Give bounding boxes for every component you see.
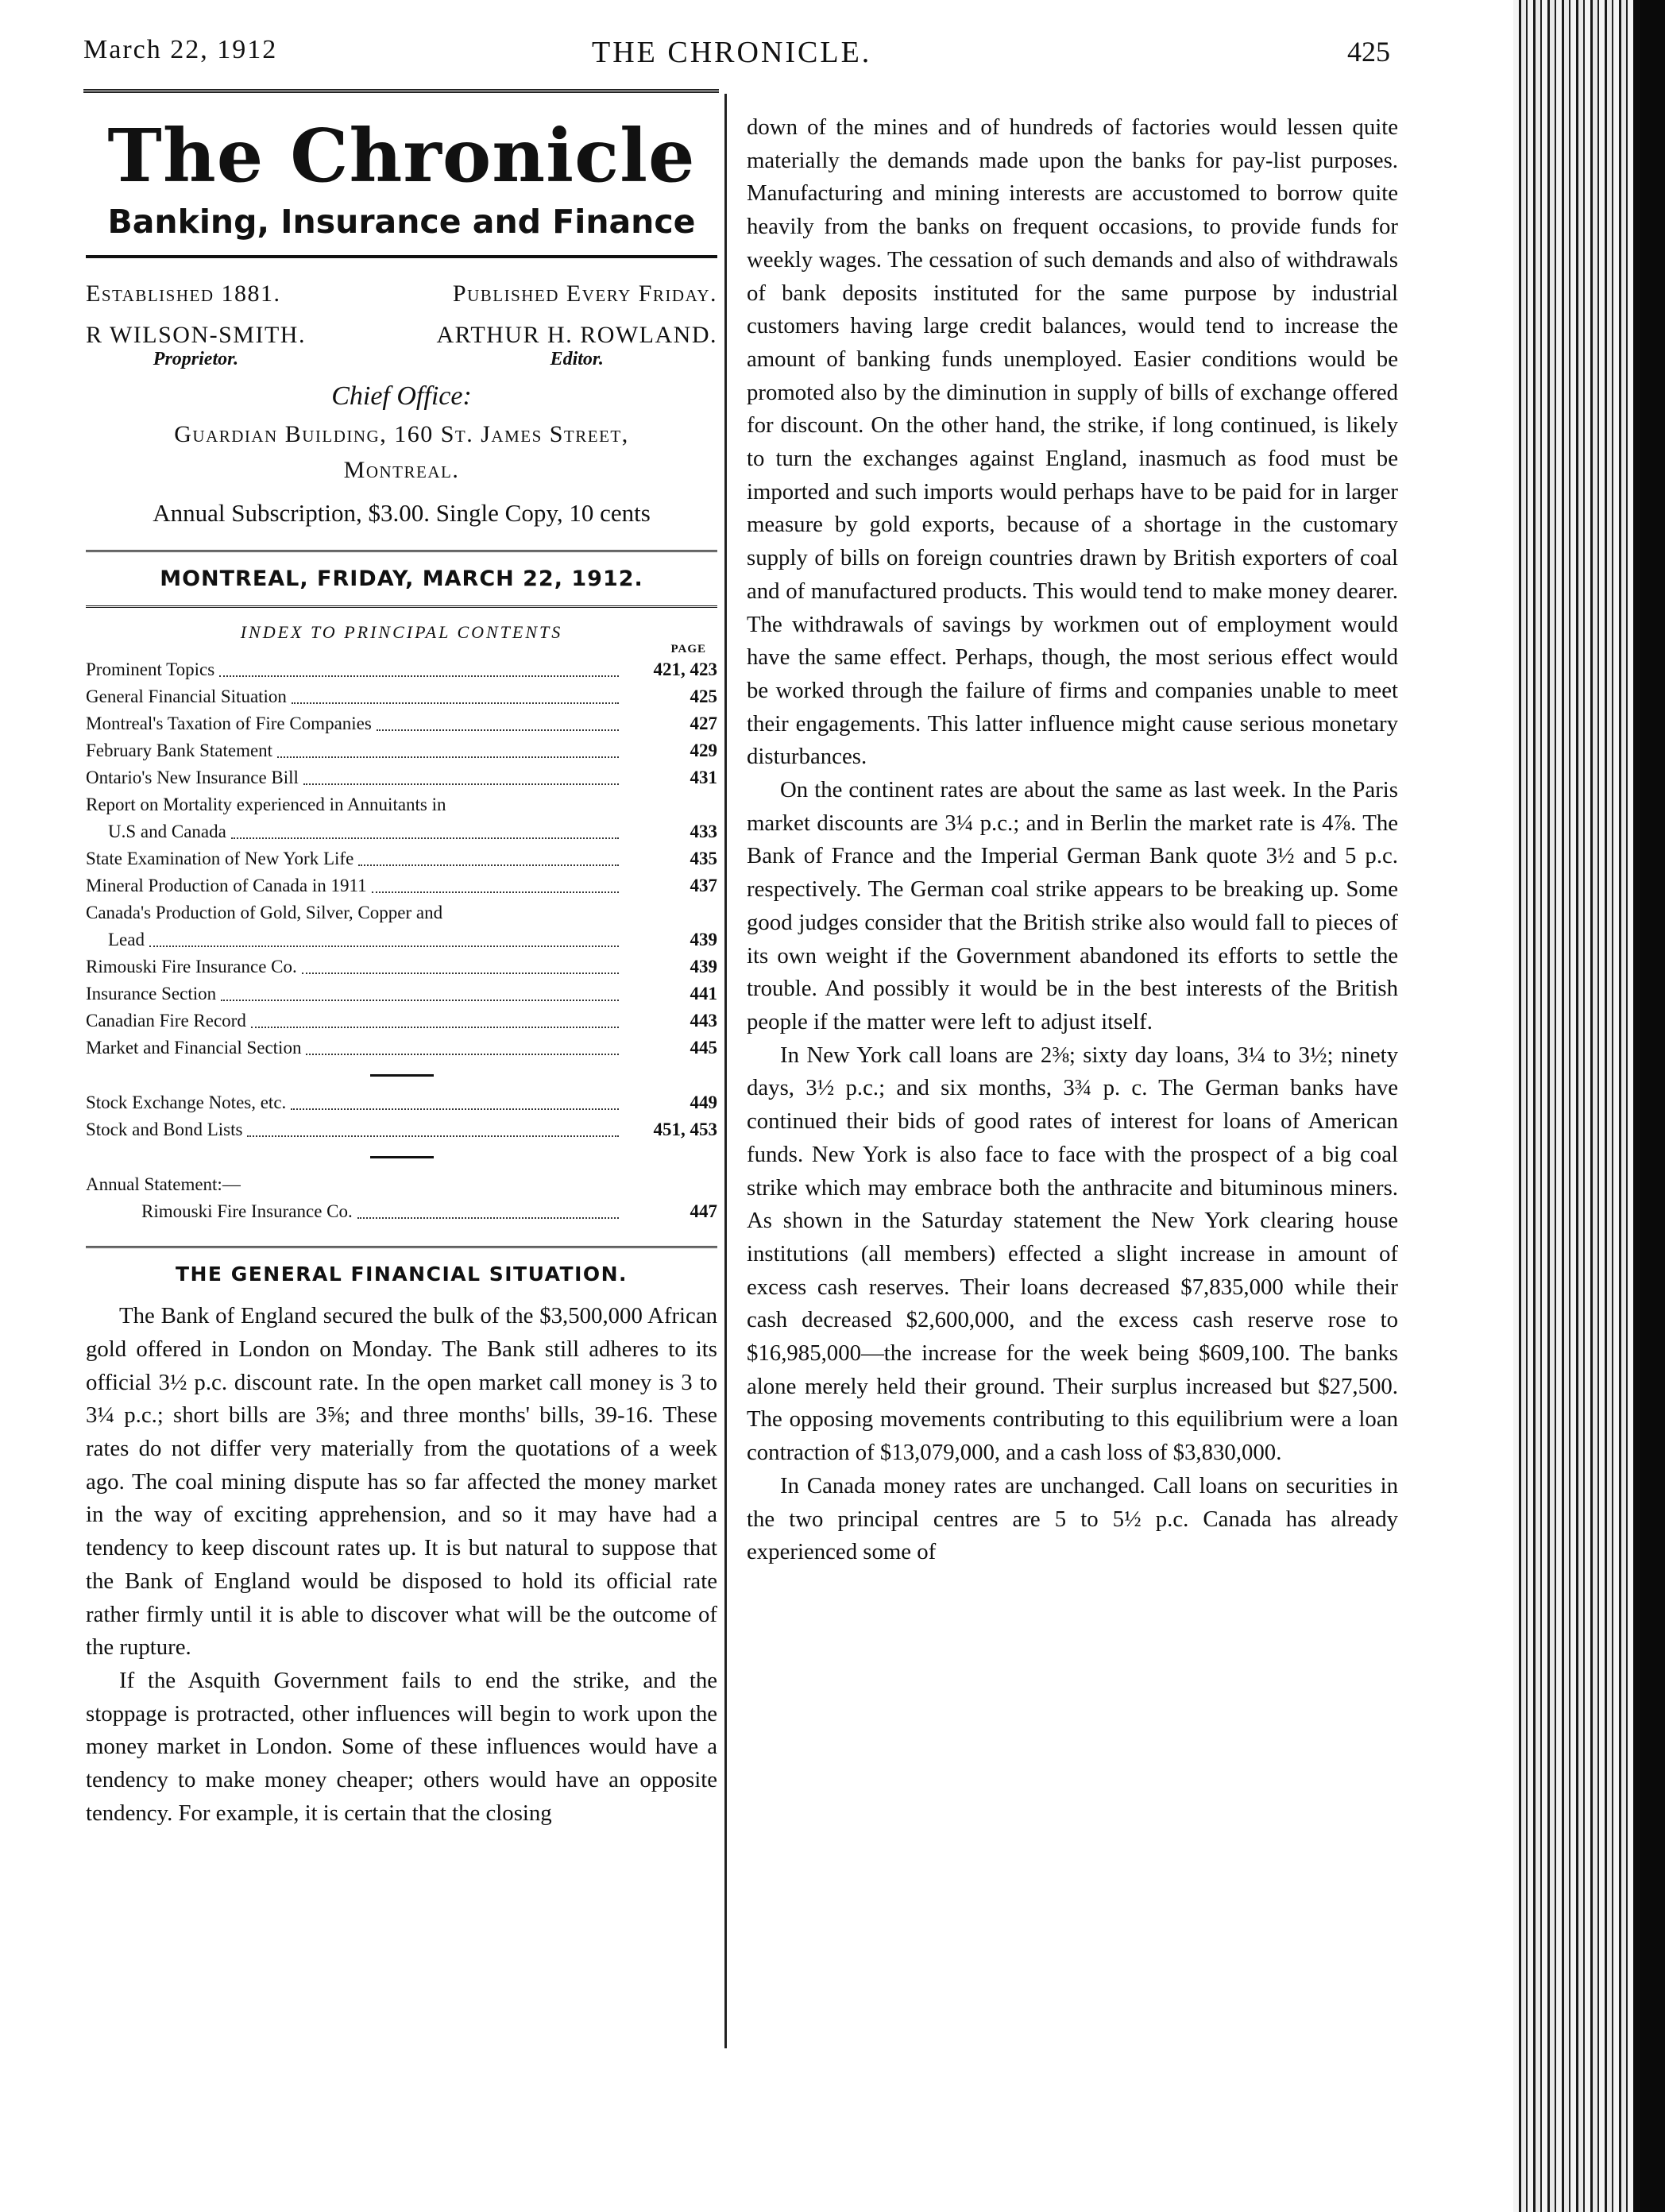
- index-heading: INDEX TO PRINCIPAL CONTENTS: [240, 621, 563, 642]
- editor: [436, 322, 717, 370]
- index-entry-title: General Financial Situation: [86, 686, 287, 706]
- dot-leader: [358, 864, 619, 866]
- article-paragraph: The Bank of England secured the bulk of the $3,500,000 African gold offered in London on Monday. The Bank still adheres to its official 3½ p.c. discount rate. In the open market call money is 3 to 3¼ p.c.; short bills are 3⅝; and three months' bills, 39-16. These rates do not differ very materially from the quotations of a week ago. The coal mining dispute has so far affected the money market in the way of exciting apprehension, and so it may have had a tendency to keep discount rates up. It is but natural to suppose that the Bank of England would be disposed to hold its official rate rather firmly until it is able to discover what will be the outcome of the rupture.: [86, 1303, 717, 1661]
- header-rule: [83, 89, 719, 93]
- article-paragraph: If the Asquith Government fails to end the strike, and the stoppage is protracted, other influences will begin to work upon the money market in London. Some of these influences would have a tendency to make money cheaper; others would have an opposite tendency. For example, it is certain that the closing: [86, 1667, 717, 1826]
- annual-label: Annual Statement:—: [86, 1174, 241, 1195]
- article-heading: THE GENERAL FINANCIAL SITUATION.: [175, 1263, 628, 1286]
- index-entry-page: 431: [690, 767, 717, 787]
- dot-leader: [219, 675, 619, 677]
- index-entry-page: 439: [690, 929, 717, 949]
- index-entry-page: 435: [690, 848, 717, 868]
- index-entry-title-line: Canada's Production of Gold, Silver, Copper and: [86, 902, 443, 922]
- index-entry-title: Rimouski Fire Insurance Co.: [141, 1201, 353, 1222]
- index-entry-page: 421, 423: [653, 659, 717, 679]
- index-entry-title: Stock Exchange Notes, etc.: [86, 1092, 287, 1113]
- article-paragraph: On the continent rates are about the same as last week. In the Paris market discounts are 3¼ p.c.; and in Berlin the market rate is 4⅞. The Bank of France and the Imperial German Bank quote 3½ and 5 p.c. respectively. The German coal strike appears to be breaking up. Some good judges consider that the British strike also would fall to pieces of its own weight if the Government abandoned its efforts to settle the trouble. And possibly it would be in the best interests of the British people if the matter were left to adjust itself.: [747, 777, 1398, 1034]
- dot-leader: [303, 783, 619, 785]
- proprietor-name: R WILSON-SMITH.: [86, 321, 306, 348]
- published: Published Every Friday.: [452, 280, 717, 307]
- editor-role: Editor.: [550, 348, 604, 369]
- running-head-title: THE CHRONICLE.: [592, 36, 872, 69]
- column-rule: [724, 94, 727, 2048]
- index-entry-title: Ontario's New Insurance Bill: [86, 767, 299, 787]
- office-address: Guardian Building, 160 St. James Street,: [174, 420, 629, 447]
- dot-leader: [292, 702, 619, 704]
- index-entry-page: 443: [690, 1011, 717, 1031]
- short-rule: [370, 1156, 434, 1158]
- short-rule: [370, 1074, 434, 1077]
- index-entry: [86, 872, 717, 899]
- index-entry: [86, 1089, 717, 1116]
- index-entry-title-line: Report on Mortality experienced in Annuitants in: [86, 794, 446, 814]
- article-paragraph: In New York call loans are 2⅜; sixty day loans, 3¼ to 3½; ninety days, 3½ p.c.; and six months, 3¾ p. c. The German banks have continued their bids of good rates of interest for loans of American funds. New York is also face to face with the prospect of a big coal strike which may embrace both the anthracite and bituminous miners. As shown in the Saturday statement the New York clearing house institutions (all members) effected a slight increase in amount of excess cash reserves. Their loans decreased $7,835,000 while their cash decreased $2,600,000, and the excess cash reserve rose to $16,985,000—the increase for the week being $609,100. The banks alone merely held their ground. Their surplus increased but $27,500. The opposing movements contributing to this equilibrium were a loan contraction of $13,079,000, and a cash loss of $3,830,000.: [747, 1042, 1398, 1466]
- office-label: Chief Office:: [331, 381, 472, 411]
- dot-leader: [277, 756, 619, 758]
- left-column: [86, 111, 717, 1830]
- office-city: Montreal.: [343, 456, 460, 483]
- index-list: [86, 656, 717, 1062]
- index-entry: [86, 845, 717, 872]
- index-entry: [86, 926, 717, 953]
- index-entry-page: 449: [690, 1092, 717, 1113]
- running-head: [83, 35, 1390, 75]
- index-entry: [86, 1198, 717, 1225]
- index-entry-title: Insurance Section: [86, 983, 217, 1004]
- staff-info: [86, 322, 717, 370]
- issue-line: MONTREAL, FRIDAY, MARCH 22, 1912.: [160, 566, 643, 591]
- rule: [86, 550, 717, 552]
- index-entry-title: Rimouski Fire Insurance Co.: [86, 956, 297, 976]
- index-entry-page: 445: [690, 1038, 717, 1058]
- annual-statement: [86, 1171, 717, 1225]
- dot-leader: [306, 1054, 619, 1055]
- established: Established 1881.: [86, 280, 281, 307]
- editor-name: ARTHUR H. ROWLAND.: [436, 321, 717, 348]
- dot-leader: [231, 837, 619, 839]
- index-entry: [86, 1007, 717, 1034]
- dot-leader: [357, 1217, 619, 1219]
- index-list-2: [86, 1089, 717, 1143]
- rule: [86, 1246, 717, 1248]
- index-entry: [86, 710, 717, 737]
- index-entry-page: 447: [690, 1201, 717, 1222]
- index-entry-page: 439: [690, 956, 717, 976]
- index-entry-page: 427: [690, 713, 717, 733]
- index-entry-title: February Bank Statement: [86, 740, 273, 760]
- index-entry-page: 429: [690, 740, 717, 760]
- page-number: 425: [1347, 36, 1390, 68]
- masthead-rule: [86, 255, 717, 258]
- index-entry-page: 433: [690, 821, 717, 841]
- index-entry: [86, 1116, 717, 1143]
- index-entry-title: Prominent Topics: [86, 659, 215, 679]
- page-edges: [1513, 0, 1665, 2212]
- dot-leader: [291, 1108, 619, 1110]
- index-entry-title: Market and Financial Section: [86, 1038, 302, 1058]
- publication-info: [86, 280, 717, 307]
- index-entry-page: 451, 453: [653, 1120, 717, 1140]
- proprietor: [86, 322, 306, 370]
- index-entry: [86, 1034, 717, 1062]
- dot-leader: [251, 1027, 619, 1028]
- index-entry: [86, 953, 717, 980]
- index-entry: [86, 980, 717, 1007]
- dot-leader: [221, 1000, 619, 1001]
- index-entry: [86, 683, 717, 710]
- proprietor-role: Proprietor.: [153, 348, 239, 369]
- index-entry-title: State Examination of New York Life: [86, 848, 354, 868]
- dot-leader: [247, 1135, 619, 1137]
- index-entry-page: 437: [690, 875, 717, 895]
- index-entry-title: Mineral Production of Canada in 1911: [86, 875, 367, 895]
- index-entry-page: 425: [690, 686, 717, 706]
- dot-leader: [372, 891, 619, 893]
- article-paragraph: In Canada money rates are unchanged. Call loans on securities in the two principal centres are 5 to 5½ p.c. Canada has already experienced some of: [747, 1472, 1398, 1565]
- right-column: [747, 111, 1398, 1569]
- index-entry-title: Canadian Fire Record: [86, 1011, 246, 1031]
- index-page-label: PAGE: [670, 642, 706, 655]
- index-entry: [86, 764, 717, 791]
- dot-leader: [377, 729, 619, 731]
- index-entry: [86, 656, 717, 683]
- index-entry-page: 441: [690, 983, 717, 1004]
- index-entry-title: U.S and Canada: [108, 821, 226, 841]
- dot-leader: [302, 973, 619, 974]
- running-head-date: March 22, 1912: [83, 35, 278, 64]
- index-entry: [86, 737, 717, 764]
- rule: [86, 605, 717, 608]
- masthead-title: The Chronicle: [107, 113, 696, 199]
- dot-leader: [149, 946, 619, 947]
- index-entry-title: Stock and Bond Lists: [86, 1120, 243, 1140]
- index-entry-title: Lead: [108, 929, 145, 949]
- masthead-subtitle: Banking, Insurance and Finance: [107, 202, 696, 241]
- index-entry-title: Montreal's Taxation of Fire Companies: [86, 713, 372, 733]
- index-entry: [86, 818, 717, 845]
- article-paragraph: down of the mines and of hundreds of factories would lessen quite materially the demands made upon the banks for pay-list purposes. Manufacturing and mining interests are accustomed to borrow quite heavily from the banks on frequent occasions, to provide funds for weekly wages. The cessation of such demands and also of withdrawals of bank deposits instituted for the same purpose by industrial customers having large credit balances, would tend to increase the amount of banking funds unemployed. Easier conditions would be promoted also by the diminution in supply of bills of exchange offered for discount. On the other hand, the strike, if long continued, is likely to turn the exchanges against England, inasmuch as food must be imported and such imports would perhaps have to be paid for in larger measure by gold exports, because of a shortage in the customary supply of bills on foreign countries drawn by British exporters of coal and of manufactured products. This would tend to make money dearer. The withdrawals of savings by workmen out of employment would have the same effect. Perhaps, though, the most serious effect would be worked through the failure of firms and companies unable to meet their engagements. This latter influence might cause serious monetary disturbances.: [747, 114, 1398, 770]
- subscription: Annual Subscription, $3.00. Single Copy, 10 cents: [153, 498, 651, 527]
